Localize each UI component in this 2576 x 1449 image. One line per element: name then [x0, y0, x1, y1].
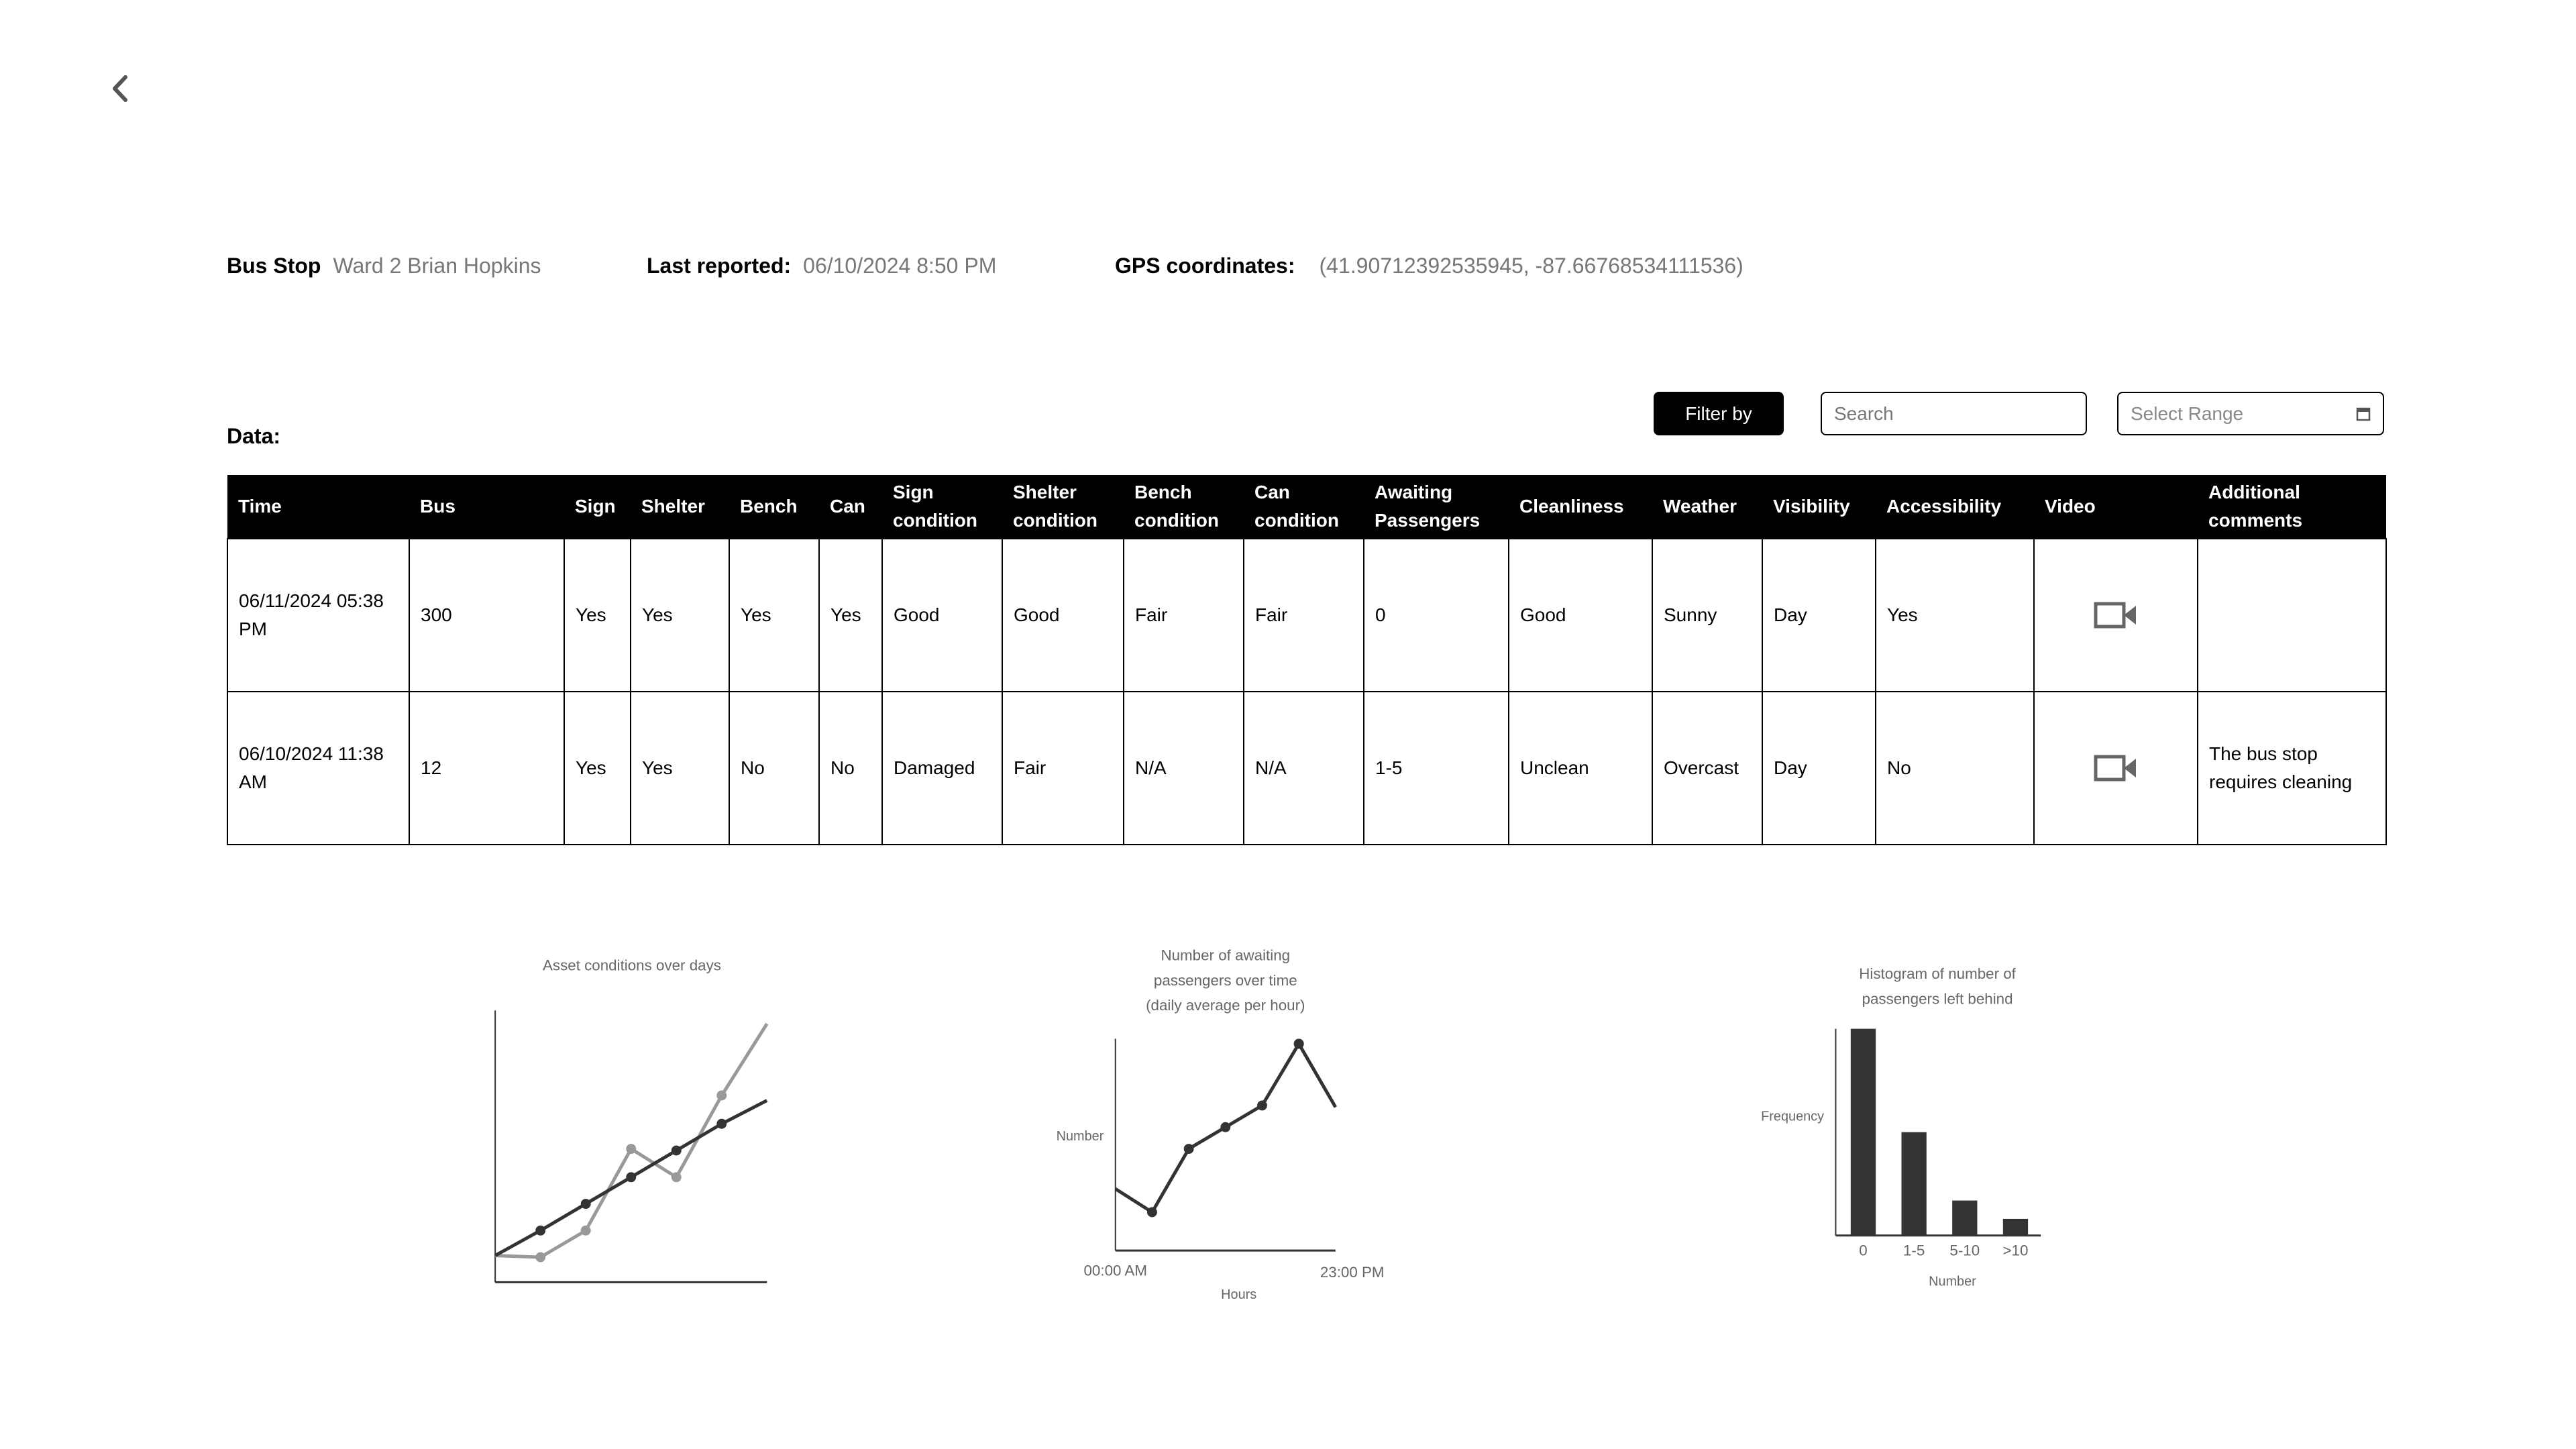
- column-header[interactable]: Awaiting Passengers: [1364, 475, 1509, 539]
- x-tick-label: 23:00 PM: [1320, 1263, 1385, 1281]
- x-tick-label: >10: [2002, 1242, 2029, 1259]
- gps-value: (41.90712392535945, -87.66768534111536): [1319, 254, 1743, 278]
- last-reported-value: 06/10/2024 8:50 PM: [803, 254, 997, 278]
- x-tick-label: 0: [1859, 1242, 1868, 1259]
- chart-title: Asset conditions over days: [542, 957, 721, 974]
- chart-title: passengers over time: [1153, 971, 1297, 989]
- y-axis-label: Frequency: [1761, 1109, 1825, 1124]
- column-header[interactable]: Shelter condition: [1002, 475, 1124, 539]
- histogram-bar: [1901, 1132, 1926, 1236]
- table-cell: Unclean: [1509, 692, 1652, 845]
- y-axis-label: Number: [1056, 1129, 1104, 1144]
- table-cell: The bus stop requires cleaning: [2198, 692, 2386, 845]
- table-cell: N/A: [1124, 692, 1244, 845]
- data-point: [626, 1144, 636, 1154]
- table-cell: Yes: [631, 539, 729, 692]
- column-header[interactable]: Can condition: [1244, 475, 1364, 539]
- table-cell: No: [819, 692, 882, 845]
- table-cell: Fair: [1124, 539, 1244, 692]
- series-line-actual: [495, 1024, 767, 1257]
- data-point: [535, 1252, 545, 1263]
- table-cell: Good: [1509, 539, 1652, 692]
- data-point: [1257, 1100, 1267, 1110]
- table-cell: Yes: [631, 692, 729, 845]
- chart-title: passengers left behind: [1862, 990, 2013, 1008]
- table-cell: No: [1876, 692, 2034, 845]
- table-cell: Yes: [564, 539, 631, 692]
- data-point: [581, 1199, 591, 1209]
- data-point: [1184, 1144, 1194, 1154]
- table-cell: N/A: [1244, 692, 1364, 845]
- data-point: [672, 1172, 682, 1182]
- column-header[interactable]: Accessibility: [1876, 475, 2034, 539]
- x-tick-label: 00:00 AM: [1083, 1262, 1147, 1279]
- column-header[interactable]: Weather: [1652, 475, 1762, 539]
- histogram-bar: [2003, 1219, 2028, 1236]
- gps-label: GPS coordinates:: [1115, 254, 1295, 278]
- filter-by-button[interactable]: Filter by: [1654, 392, 1784, 435]
- table-cell: No: [729, 692, 819, 845]
- column-header[interactable]: Video: [2034, 475, 2198, 539]
- column-header[interactable]: Time: [227, 475, 409, 539]
- chart-title: Histogram of number of: [1859, 965, 2016, 983]
- table-cell: 1-5: [1364, 692, 1509, 845]
- table-cell: Overcast: [1652, 692, 1762, 845]
- column-header[interactable]: Sign condition: [882, 475, 1002, 539]
- column-header[interactable]: Can: [819, 475, 882, 539]
- column-header[interactable]: Visibility: [1762, 475, 1876, 539]
- bus-stop-value: Ward 2 Brian Hopkins: [333, 254, 541, 278]
- table-cell: Sunny: [1652, 539, 1762, 692]
- table-cell: Yes: [564, 692, 631, 845]
- data-point: [1147, 1208, 1157, 1218]
- chart-title: (daily average per hour): [1146, 997, 1305, 1014]
- bus-stop-label: Bus Stop: [227, 254, 321, 278]
- column-header[interactable]: Additional comments: [2198, 475, 2386, 539]
- x-tick-label: 1-5: [1902, 1242, 1925, 1259]
- table-cell: Yes: [819, 539, 882, 692]
- x-axis-label: Hours: [1221, 1287, 1257, 1303]
- data-point: [626, 1172, 636, 1182]
- histogram-bar: [1851, 1029, 1876, 1236]
- data-point: [672, 1146, 682, 1156]
- select-range-placeholder: Select Range: [2131, 402, 2244, 424]
- table-cell: Good: [882, 539, 1002, 692]
- table-cell: Yes: [1876, 539, 2034, 692]
- x-axis-label: Number: [1929, 1274, 1976, 1289]
- table-cell: Damaged: [882, 692, 1002, 845]
- column-header[interactable]: Shelter: [631, 475, 729, 539]
- table-cell: Day: [1762, 692, 1876, 845]
- table-cell: Day: [1762, 539, 1876, 692]
- data-point: [716, 1119, 727, 1129]
- table-cell: Fair: [1244, 539, 1364, 692]
- table-cell: 300: [409, 539, 564, 692]
- data-point: [581, 1226, 591, 1236]
- x-tick-label: 5-10: [1949, 1242, 1980, 1259]
- histogram-bar: [1952, 1201, 1977, 1236]
- table-cell: Yes: [729, 539, 819, 692]
- table-cell: 12: [409, 692, 564, 845]
- data-heading: Data:: [227, 424, 281, 448]
- table-cell: Fair: [1002, 692, 1124, 845]
- data-point: [535, 1226, 545, 1236]
- chart-title: Number of awaiting: [1161, 947, 1291, 964]
- column-header[interactable]: Bench condition: [1124, 475, 1244, 539]
- table-cell: Good: [1002, 539, 1124, 692]
- data-point: [716, 1091, 727, 1101]
- column-header[interactable]: Bench: [729, 475, 819, 539]
- last-reported-label: Last reported:: [647, 254, 792, 278]
- data-point: [1220, 1122, 1230, 1132]
- column-header[interactable]: Bus: [409, 475, 564, 539]
- column-header[interactable]: Sign: [564, 475, 631, 539]
- table-cell: 06/11/2024 05:38 PM: [227, 539, 409, 692]
- column-header[interactable]: Cleanliness: [1509, 475, 1652, 539]
- table-cell: 0: [1364, 539, 1509, 692]
- table-cell: 06/10/2024 11:38 AM: [227, 692, 409, 845]
- data-point: [1294, 1039, 1304, 1049]
